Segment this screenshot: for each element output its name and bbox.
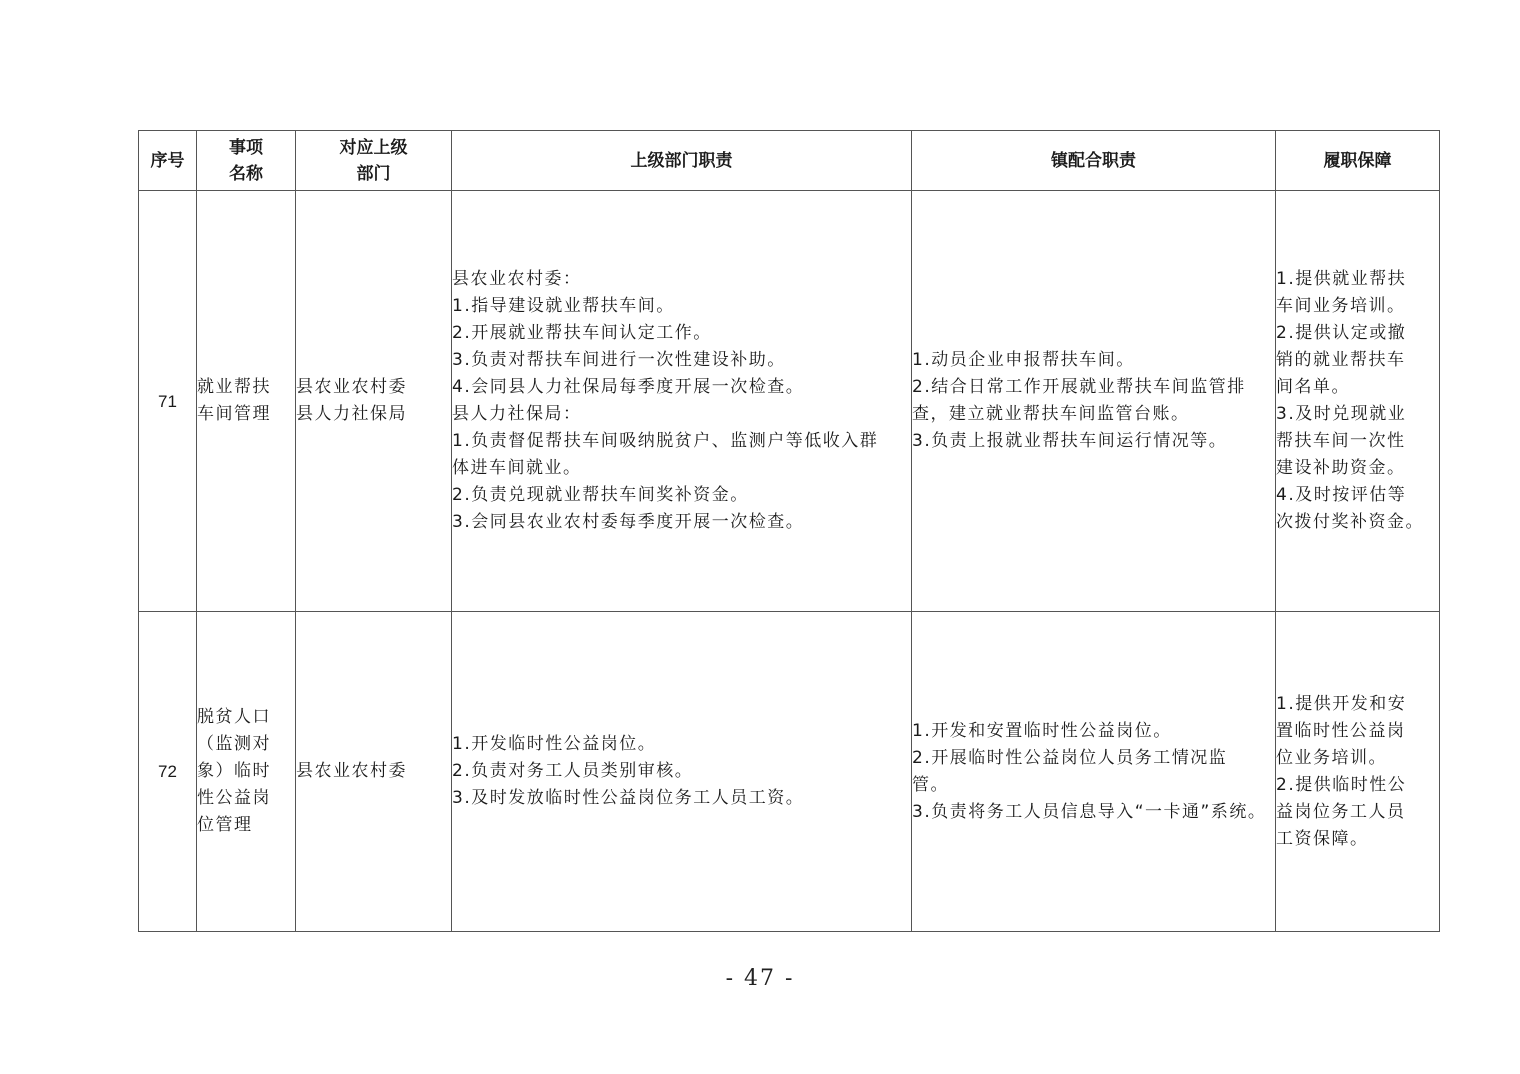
- guarantee-line: 建设补助资金。: [1276, 458, 1406, 478]
- guarantee-line: 3.及时兑现就业: [1276, 404, 1407, 424]
- town-duty-line: 1.动员企业申报帮扶车间。: [912, 350, 1135, 370]
- row-town-duty: [912, 191, 1276, 612]
- dept-line: 县农业农村委: [296, 377, 407, 397]
- table-row: [139, 612, 1440, 932]
- guarantee-line: 位业务培训。: [1276, 747, 1387, 768]
- row-town-duty: [912, 612, 1276, 932]
- row-dept: [296, 612, 452, 932]
- guarantee-line: 工资保障。: [1276, 828, 1369, 849]
- guarantee-line: 2.提供认定或撤: [1276, 323, 1407, 343]
- header-item-name-line: 名称: [229, 163, 263, 184]
- upper-duty-line: 3.负责对帮扶车间进行一次性建设补助。: [452, 350, 786, 370]
- row-upper-duty: [452, 191, 912, 612]
- row-item-name: [197, 191, 296, 612]
- town-duty-line: 1.开发和安置临时性公益岗位。: [912, 720, 1172, 741]
- upper-duty-line: 3.会同县农业农村委每季度开展一次检查。: [452, 512, 805, 532]
- town-duty-line: 查，建立就业帮扶车间监管台账。: [912, 404, 1190, 424]
- item-name-line: 位管理: [197, 815, 253, 835]
- guarantee-line: 2.提供临时性公: [1276, 774, 1407, 795]
- table-row: [139, 191, 1440, 612]
- item-name-line: 脱贫人口: [197, 707, 271, 727]
- guarantee-line: 益岗位务工人员: [1276, 801, 1406, 822]
- row-guarantee: [1276, 191, 1440, 612]
- item-name-line: 性公益岗: [197, 788, 271, 808]
- guarantee-line: 车间业务培训。: [1276, 296, 1406, 316]
- row-seq: 72: [139, 612, 197, 932]
- item-name-line: 就业帮扶: [197, 377, 271, 397]
- town-duty-line: 2.开展临时性公益岗位人员务工情况监: [912, 747, 1228, 768]
- header-guarantee: 履职保障: [1276, 131, 1440, 191]
- header-dept: [296, 131, 452, 191]
- header-dept-line: 部门: [356, 163, 391, 184]
- dept-line: 县农业农村委: [296, 761, 407, 781]
- guarantee-line: 次拨付奖补资金。: [1276, 512, 1424, 532]
- row-item-name: [197, 612, 296, 932]
- row-dept: [296, 191, 452, 612]
- guarantee-line: 1.提供就业帮扶: [1276, 269, 1407, 289]
- town-duty-line: 3.负责将务工人员信息导入“一卡通”系统。: [912, 801, 1267, 822]
- upper-duty-line: 2.负责兑现就业帮扶车间奖补资金。: [452, 485, 749, 505]
- upper-duty-line: 4.会同县人力社保局每季度开展一次检查。: [452, 377, 805, 397]
- page-number: - 47 -: [725, 966, 795, 991]
- header-seq: 序号: [139, 131, 197, 191]
- row-guarantee: [1276, 612, 1440, 932]
- guarantee-line: 1.提供开发和安: [1276, 693, 1407, 714]
- header-upper-duty: 上级部门职责: [452, 131, 912, 191]
- upper-duty-line: 3.及时发放临时性公益岗位务工人员工资。: [452, 788, 805, 808]
- upper-duty-line: 体进车间就业。: [452, 458, 582, 478]
- guarantee-line: 销的就业帮扶车: [1276, 350, 1406, 370]
- header-town-duty: 镇配合职责: [912, 131, 1276, 191]
- upper-duty-line: 1.开发临时性公益岗位。: [452, 734, 657, 754]
- item-name-line: （监测对: [197, 734, 271, 754]
- guarantee-line: 帮扶车间一次性: [1276, 431, 1406, 451]
- dept-line: 县人力社保局: [296, 404, 407, 424]
- header-item-name-line: 事项: [229, 137, 263, 158]
- upper-duty-line: 2.开展就业帮扶车间认定工作。: [452, 323, 712, 343]
- upper-duty-line: 县农业农村委：: [452, 269, 582, 289]
- town-duty-line: 管。: [912, 774, 949, 795]
- row-upper-duty: [452, 612, 912, 932]
- guarantee-line: 4.及时按评估等: [1276, 485, 1407, 505]
- item-name-line: 车间管理: [197, 404, 271, 424]
- town-duty-line: 3.负责上报就业帮扶车间运行情况等。: [912, 431, 1228, 451]
- table-header-row: [139, 131, 1440, 191]
- duty-table: [138, 130, 1440, 932]
- header-item-name: [197, 131, 296, 191]
- upper-duty-line: 县人力社保局：: [452, 404, 582, 424]
- upper-duty-line: 1.指导建设就业帮扶车间。: [452, 296, 675, 316]
- town-duty-line: 2.结合日常工作开展就业帮扶车间监管排: [912, 377, 1246, 397]
- item-name-line: 象）临时: [197, 761, 271, 781]
- guarantee-line: 置临时性公益岗: [1276, 720, 1406, 741]
- guarantee-line: 间名单。: [1276, 377, 1350, 397]
- upper-duty-line: 2.负责对务工人员类别审核。: [452, 761, 694, 781]
- header-dept-line: 对应上级: [339, 137, 408, 158]
- upper-duty-line: 1.负责督促帮扶车间吸纳脱贫户、监测户等低收入群: [452, 431, 879, 451]
- row-seq: 71: [139, 191, 197, 612]
